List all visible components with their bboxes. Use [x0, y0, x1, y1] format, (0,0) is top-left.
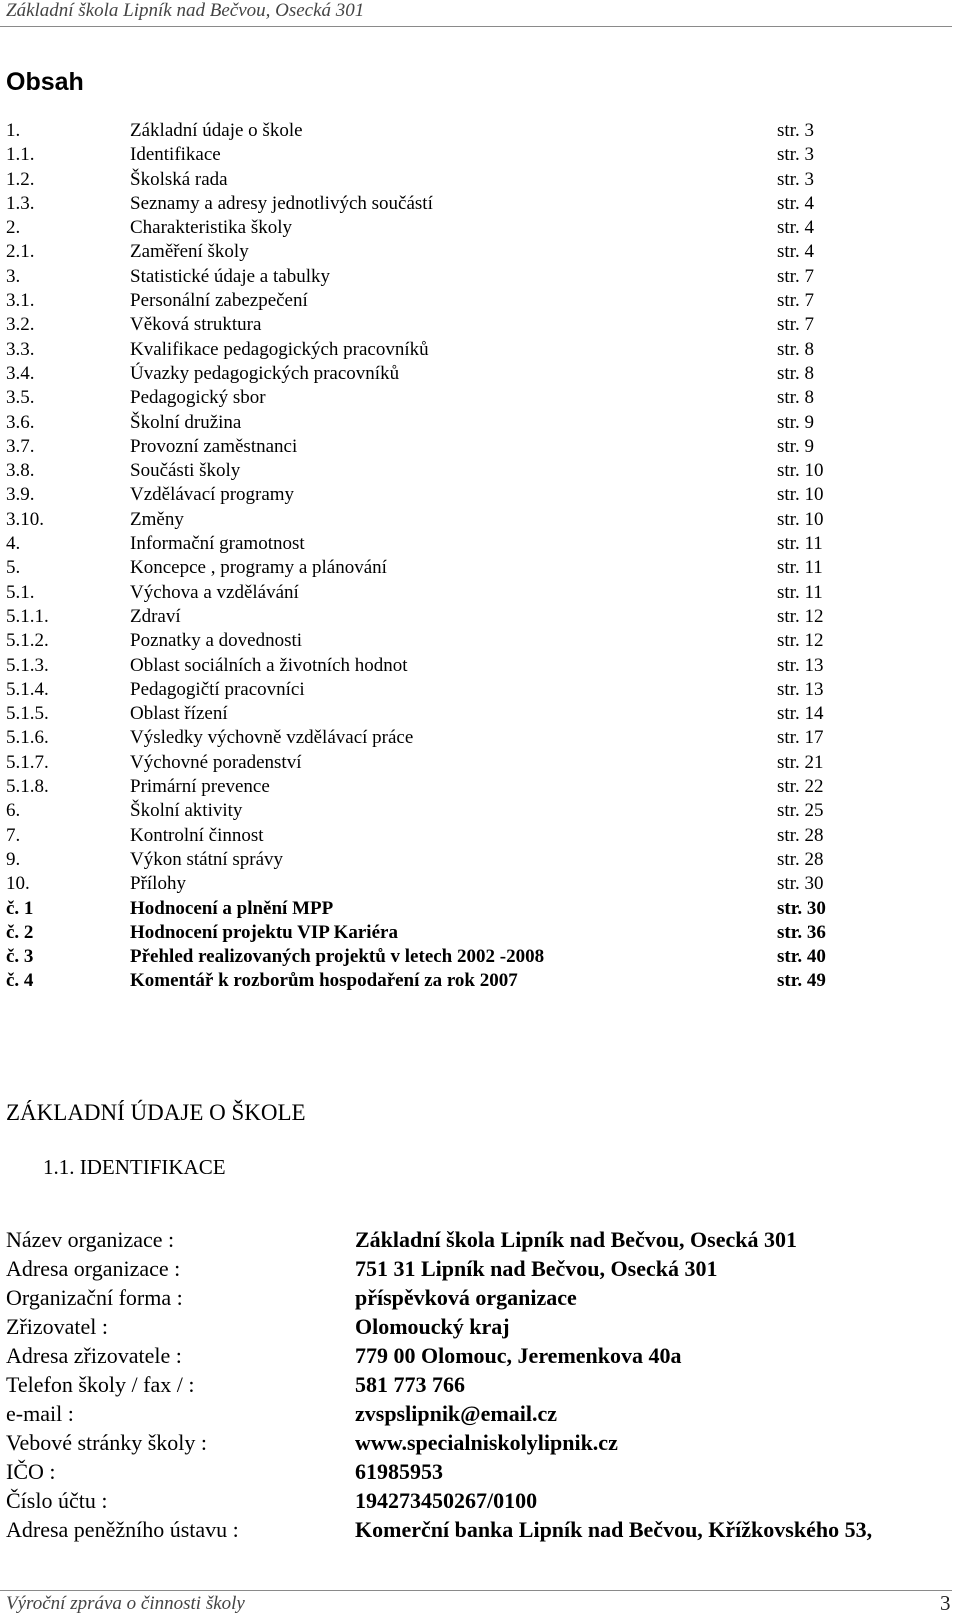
- toc-entry: [0, 751, 960, 775]
- toc-entry-title: Pedagogický sbor: [130, 387, 266, 409]
- toc-entry: [0, 386, 960, 410]
- toc-entry-title: Primární prevence: [130, 776, 270, 798]
- toc-entry: [0, 532, 960, 556]
- toc-entry-page: str. 14: [777, 703, 824, 725]
- toc-entry-title: Zdraví: [130, 605, 181, 627]
- toc-entry-page: str. 10: [777, 508, 824, 530]
- toc-entry-number: 5.1.7.: [6, 751, 49, 773]
- toc-entry-title: Úvazky pedagogických pracovníků: [130, 362, 400, 384]
- toc-entry-number: 3.1.: [6, 290, 35, 312]
- toc-entry: [0, 824, 960, 848]
- toc-entry-number: č. 2: [6, 921, 34, 943]
- toc-entry-page: str. 4: [777, 192, 814, 214]
- toc-entry-page: str. 7: [777, 290, 814, 312]
- toc-entry-number: 5.1.4.: [6, 678, 49, 700]
- toc-entry-page: str. 36: [777, 921, 826, 943]
- toc-entry-page: str. 10: [777, 484, 824, 506]
- info-row: [0, 1254, 960, 1283]
- toc-entry: [0, 313, 960, 337]
- page-footer: Výroční zpráva o činnosti školy: [6, 1593, 245, 1614]
- info-label: Číslo účtu :: [6, 1488, 108, 1513]
- toc-entry: [0, 216, 960, 240]
- toc-entry-number: 1.1.: [6, 144, 35, 166]
- toc-entry-title: Součásti školy: [130, 460, 241, 482]
- toc-entry: [0, 799, 960, 823]
- toc-entry-page: str. 30: [777, 897, 826, 919]
- info-row: [0, 1312, 960, 1341]
- toc-entry: [0, 483, 960, 507]
- toc-entry: [0, 945, 960, 969]
- toc-entry-title: Charakteristika školy: [130, 217, 292, 239]
- toc-entry-number: 9.: [6, 848, 21, 870]
- info-row: [0, 1486, 960, 1515]
- toc-title: Obsah: [6, 68, 84, 96]
- toc-entry-number: 3.2.: [6, 314, 35, 336]
- toc-entry-title: Personální zabezpečení: [130, 290, 308, 312]
- toc-entry-title: Zaměření školy: [130, 241, 249, 263]
- toc-entry: [0, 678, 960, 702]
- toc-entry: [0, 362, 960, 386]
- toc-entry-number: 5.: [6, 557, 21, 579]
- toc-entry: [0, 629, 960, 653]
- toc-entry-page: str. 11: [777, 581, 823, 603]
- toc-entry-title: Oblast sociálních a životních hodnot: [130, 654, 408, 676]
- toc-entry: [0, 605, 960, 629]
- toc-entry-page: str. 9: [777, 435, 814, 457]
- toc-entry-page: str. 12: [777, 605, 824, 627]
- toc-entry-number: 2.1.: [6, 241, 35, 263]
- info-label: Organizační forma :: [6, 1285, 183, 1310]
- toc-entry-page: str. 13: [777, 654, 824, 676]
- toc-entry-number: 5.1.6.: [6, 727, 49, 749]
- toc-entry-title: Přehled realizovaných projektů v letech 2002 -2008: [130, 946, 545, 968]
- info-value: www.specialniskolylipnik.cz: [355, 1430, 618, 1455]
- toc-entry-title: Výsledky výchovně vzdělávací práce: [130, 727, 414, 749]
- table-of-contents: [0, 119, 960, 994]
- toc-entry-page: str. 3: [777, 168, 814, 190]
- toc-entry-number: 4.: [6, 533, 21, 555]
- toc-entry-page: str. 3: [777, 144, 814, 166]
- toc-entry-number: 5.1.2.: [6, 630, 49, 652]
- info-row: [0, 1428, 960, 1457]
- toc-entry-page: str. 11: [777, 557, 823, 579]
- info-value: 779 00 Olomouc, Jeremenkova 40a: [355, 1343, 682, 1368]
- toc-entry-page: str. 30: [777, 873, 824, 895]
- info-value: 61985953: [355, 1459, 443, 1484]
- toc-entry-title: Vzdělávací programy: [130, 484, 295, 506]
- info-value: zvspslipnik@email.cz: [355, 1401, 557, 1426]
- sub-heading: 1.1. IDENTIFIKACE: [43, 1155, 226, 1179]
- info-row: [0, 1341, 960, 1370]
- toc-entry-page: str. 8: [777, 362, 814, 384]
- toc-entry-title: Pedagogičtí pracovníci: [130, 678, 305, 700]
- info-label: e-mail :: [6, 1401, 74, 1426]
- toc-entry-title: Kvalifikace pedagogických pracovníků: [130, 338, 429, 360]
- info-label: Název organizace :: [6, 1227, 175, 1252]
- page-header: Základní škola Lipník nad Bečvou, Osecká 301: [6, 0, 365, 21]
- info-label: Telefon školy / fax / :: [6, 1372, 195, 1397]
- toc-entry-title: Statistické údaje a tabulky: [130, 265, 330, 287]
- toc-entry-number: 3.: [6, 265, 21, 287]
- toc-entry-number: 6.: [6, 800, 21, 822]
- section-heading: ZÁKLADNÍ ÚDAJE O ŠKOLE: [6, 1100, 306, 1125]
- toc-entry: [0, 240, 960, 264]
- info-row: [0, 1515, 960, 1544]
- toc-entry-number: č. 3: [6, 946, 34, 968]
- info-row: [0, 1370, 960, 1399]
- info-label: Vebové stránky školy :: [6, 1430, 208, 1455]
- toc-entry-title: Školská rada: [130, 168, 228, 190]
- toc-entry-number: 5.1.1.: [6, 605, 49, 627]
- toc-entry-title: Výchova a vzdělávání: [130, 581, 299, 603]
- toc-entry-number: 3.4.: [6, 362, 35, 384]
- toc-entry-number: 3.8.: [6, 460, 35, 482]
- toc-entry-title: Seznamy a adresy jednotlivých součástí: [130, 192, 433, 214]
- toc-entry: [0, 435, 960, 459]
- toc-entry-page: str. 22: [777, 776, 824, 798]
- info-label: Zřizovatel :: [6, 1314, 109, 1339]
- info-value: Základní škola Lipník nad Bečvou, Osecká 301: [355, 1227, 797, 1252]
- info-value: příspěvková organizace: [355, 1285, 577, 1310]
- toc-entry-title: Věková struktura: [130, 314, 262, 336]
- toc-entry-number: 5.1.: [6, 581, 35, 603]
- toc-entry: [0, 289, 960, 313]
- footer-divider: [0, 1590, 952, 1591]
- info-label: Adresa organizace :: [6, 1256, 181, 1281]
- toc-entry-page: str. 8: [777, 338, 814, 360]
- toc-entry-number: 2.: [6, 217, 21, 239]
- toc-entry: [0, 726, 960, 750]
- info-value: 581 773 766: [355, 1372, 465, 1397]
- toc-entry-page: str. 28: [777, 824, 824, 846]
- toc-entry-title: Přílohy: [130, 873, 186, 895]
- toc-entry: [0, 702, 960, 726]
- toc-entry-number: 1.: [6, 120, 21, 141]
- toc-entry-page: str. 10: [777, 460, 824, 482]
- info-row: [0, 1399, 960, 1428]
- toc-entry: [0, 921, 960, 945]
- toc-entry-page: str. 8: [777, 387, 814, 409]
- toc-entry-page: str. 11: [777, 533, 823, 555]
- school-info-table: [0, 1225, 960, 1544]
- toc-entry-title: Základní údaje o škole: [130, 120, 303, 141]
- toc-entry: [0, 119, 960, 143]
- toc-entry-title: Školní družina: [130, 411, 242, 433]
- toc-entry-number: 3.7.: [6, 435, 35, 457]
- toc-entry-number: 3.3.: [6, 338, 35, 360]
- info-value: 751 31 Lipník nad Bečvou, Osecká 301: [355, 1256, 718, 1281]
- header-divider: [0, 26, 952, 27]
- toc-entry-title: Hodnocení a plnění MPP: [130, 897, 334, 919]
- toc-entry: [0, 508, 960, 532]
- toc-entry: [0, 848, 960, 872]
- toc-entry-title: Výchovné poradenství: [130, 751, 302, 773]
- info-row: [0, 1457, 960, 1486]
- toc-entry-page: str. 4: [777, 217, 814, 239]
- toc-entry-title: Školní aktivity: [130, 800, 243, 822]
- toc-entry-number: 3.10.: [6, 508, 44, 530]
- info-value: Olomoucký kraj: [355, 1314, 510, 1339]
- info-value: 194273450267/0100: [355, 1488, 538, 1513]
- toc-entry-page: str. 21: [777, 751, 824, 773]
- toc-entry-title: Poznatky a dovednosti: [130, 630, 303, 652]
- toc-entry: [0, 897, 960, 921]
- toc-entry: [0, 872, 960, 896]
- toc-entry-number: 10.: [6, 873, 30, 895]
- toc-entry-number: 5.1.5.: [6, 703, 49, 725]
- toc-entry-page: str. 49: [777, 970, 826, 992]
- toc-entry: [0, 143, 960, 167]
- toc-entry-number: 5.1.3.: [6, 654, 49, 676]
- toc-entry: [0, 969, 960, 993]
- toc-entry-page: str. 28: [777, 848, 824, 870]
- toc-entry-page: str. 13: [777, 678, 824, 700]
- toc-entry-page: str. 40: [777, 946, 826, 968]
- toc-entry-title: Informační gramotnost: [130, 533, 305, 555]
- toc-entry-page: str. 3: [777, 120, 814, 141]
- toc-entry-number: 7.: [6, 824, 21, 846]
- toc-entry-number: 3.6.: [6, 411, 35, 433]
- toc-entry-title: Změny: [130, 508, 184, 530]
- toc-entry: [0, 459, 960, 483]
- toc-entry: [0, 265, 960, 289]
- toc-entry: [0, 556, 960, 580]
- toc-entry-title: Provozní zaměstnanci: [130, 435, 298, 457]
- toc-entry-title: Hodnocení projektu VIP Kariéra: [130, 921, 398, 943]
- toc-entry: [0, 168, 960, 192]
- info-row: [0, 1283, 960, 1312]
- toc-entry-page: str. 17: [777, 727, 824, 749]
- toc-entry-title: Kontrolní činnost: [130, 824, 264, 846]
- toc-entry-number: č. 1: [6, 897, 34, 919]
- info-value: Komerční banka Lipník nad Bečvou, Křížkovského 53,: [355, 1517, 873, 1542]
- info-label: Adresa zřizovatele :: [6, 1343, 182, 1368]
- info-label: Adresa peněžního ústavu :: [6, 1517, 239, 1542]
- page-number: 3: [940, 1591, 951, 1615]
- toc-entry: [0, 654, 960, 678]
- info-row: [0, 1225, 960, 1254]
- toc-entry-title: Oblast řízení: [130, 703, 228, 725]
- toc-entry-title: Koncepce , programy a plánování: [130, 557, 387, 579]
- toc-entry-title: Výkon státní správy: [130, 848, 284, 870]
- toc-entry: [0, 192, 960, 216]
- toc-entry: [0, 338, 960, 362]
- toc-entry-page: str. 9: [777, 411, 814, 433]
- toc-entry: [0, 411, 960, 435]
- toc-entry-title: Komentář k rozborům hospodaření za rok 2007: [130, 970, 518, 992]
- info-label: IČO :: [6, 1459, 56, 1484]
- toc-entry-number: 1.2.: [6, 168, 35, 190]
- toc-entry-page: str. 7: [777, 265, 814, 287]
- toc-entry-title: Identifikace: [130, 144, 221, 166]
- toc-entry: [0, 775, 960, 799]
- toc-entry: [0, 581, 960, 605]
- toc-entry-page: str. 4: [777, 241, 814, 263]
- toc-entry-page: str. 12: [777, 630, 824, 652]
- toc-entry-number: 3.9.: [6, 484, 35, 506]
- toc-entry-number: č. 4: [6, 970, 34, 992]
- toc-entry-page: str. 7: [777, 314, 814, 336]
- toc-entry-number: 1.3.: [6, 192, 35, 214]
- toc-entry-number: 3.5.: [6, 387, 35, 409]
- toc-entry-page: str. 25: [777, 800, 824, 822]
- toc-entry-number: 5.1.8.: [6, 776, 49, 798]
